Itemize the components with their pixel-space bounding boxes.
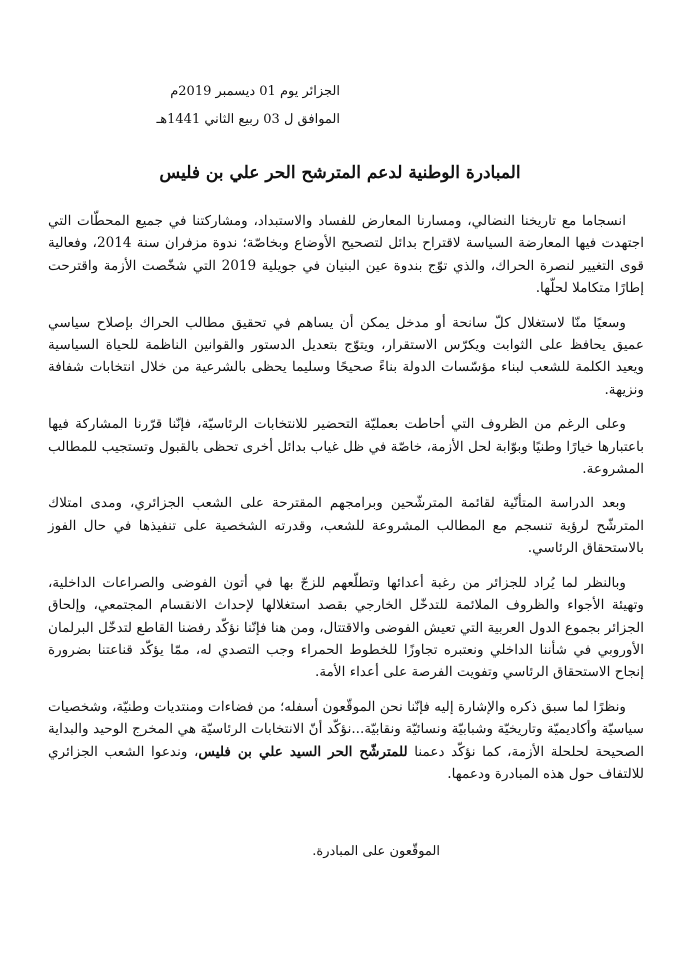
date-block: [40, 78, 340, 134]
document-body: [48, 210, 644, 797]
gregorian-date: الجزائر يوم 01 ديسمبر 2019م: [170, 84, 340, 99]
paragraph-1: انسجاما مع تاريخنا النضالي، ومسارنا المعارض للفساد والاستبداد، ومشاركتنا في جميع المحطّات التي اجتهدت فيها المعارضة السياسة لاقتراح بدائل لتصحيح الأوضاع وبخاصّة؛ ندوة مزفران سنة 2014، وفعالية قوى التغيير لنصرة الحراك، والذي توّج بندوة عين البنيان في جويلية 2019 التي شخّصت الأزمة واقترحت إطارًا متكاملا لحلّها.: [48, 213, 644, 297]
paragraph-6-text: ونظرًا لما سبق ذكره والإشارة إليه فإنّنا نحن الموقّعون أسفله؛ من فضاءات ومنتديات وطنيّة، وشخصيات سياسيّة وأكاديميّة وتاريخيّة وشبابيّة ونسائيّة ونقابيّة...نؤكّد أنّ الانتخابات الرئاسيّة هي المخرج الوحيد والبداية الصحيحة لحلحلة الأزمة، كما نؤكّد دعمنا: [48, 698, 644, 760]
candidate-name: للمترشّح الحر السيد علي بن فليس: [198, 743, 408, 760]
paragraph-6: [48, 696, 644, 786]
paragraph-5: وبالنظر لما يُراد للجزائر من رغبة أعدائها وتطلّعهم للزجّ بها في أتون الفوضى والصراعات الداخلية، وتهيئة الأجواء والظروف الملائمة للتدخّل الخارجي بقصد استغلالها لإحداث الانقسام المجتمعي، وإلحاق الجزائر بجموع الدول العربية التي تعيش الفوضى والاقتتال، ومن هنا فإنّنا نؤكّد رفضنا القاطع لتدخّل البرلمان الأوروبي في شأننا الداخلي ونعتبره تجاوزًا للخطوط الحمراء وجب التصدي له، ممّا يؤكّد قناعتنا بضرورة إنجاح الاستحقاق الرئاسي وتفويت الفرصة على أعداء الأمة.: [48, 574, 644, 681]
paragraph-3: وعلى الرغم من الظروف التي أحاطت بعمليّة التحضير للانتخابات الرئاسيّة، فإنّنا قرّرنا المشاركة فيها باعتبارها خيارًا وطنيًا وبوّابة لحل الأزمة، خاصّة في ظل غياب بدائل أخرى تحظى بالقبول وتستجيب للمطالب المشروعة.: [48, 416, 644, 478]
document-title: المبادرة الوطنية لدعم المترشح الحر علي بن فليس: [159, 163, 521, 183]
paragraph-6-tail: ، وندعوا الشعب الجزائري للالتفاف حول هذه المبادرة ودعمها.: [48, 743, 644, 782]
paragraph-2: وسعيًا منّا لاستغلال كلّ سانحة أو مدخل يمكن أن يساهم في تحقيق مطالب الحراك بإصلاح سياسي عميق يحافظ على الثوابت ويكرّس الاستقرار، ويتوّج بتعديل الدستور والقوانين الناظمة للحياة السياسية ويعيد الكلمة للشعب لبناء مؤسّسات الدولة بناءً صحيحًا وسليما يحظى بالشرعية من خلال انتخابات شفافة ونزيهة.: [48, 314, 644, 398]
paragraph-4: وبعد الدراسة المتأنّية لقائمة المترشّحين وبرامجهم المقترحة على الشعب الجزائري، ومدى امتلاك المترشّح لرؤية تنسجم مع المطالب المشروعة للشعب، وقدرته الشخصية على تنفيذها في حال الفوز بالاستحقاق الرئاسي.: [48, 495, 644, 557]
hijri-date: الموافق ل 03 ربيع الثاني 1441هـ: [156, 112, 340, 127]
signatories-line: الموقّعون على المبادرة.: [312, 844, 440, 859]
